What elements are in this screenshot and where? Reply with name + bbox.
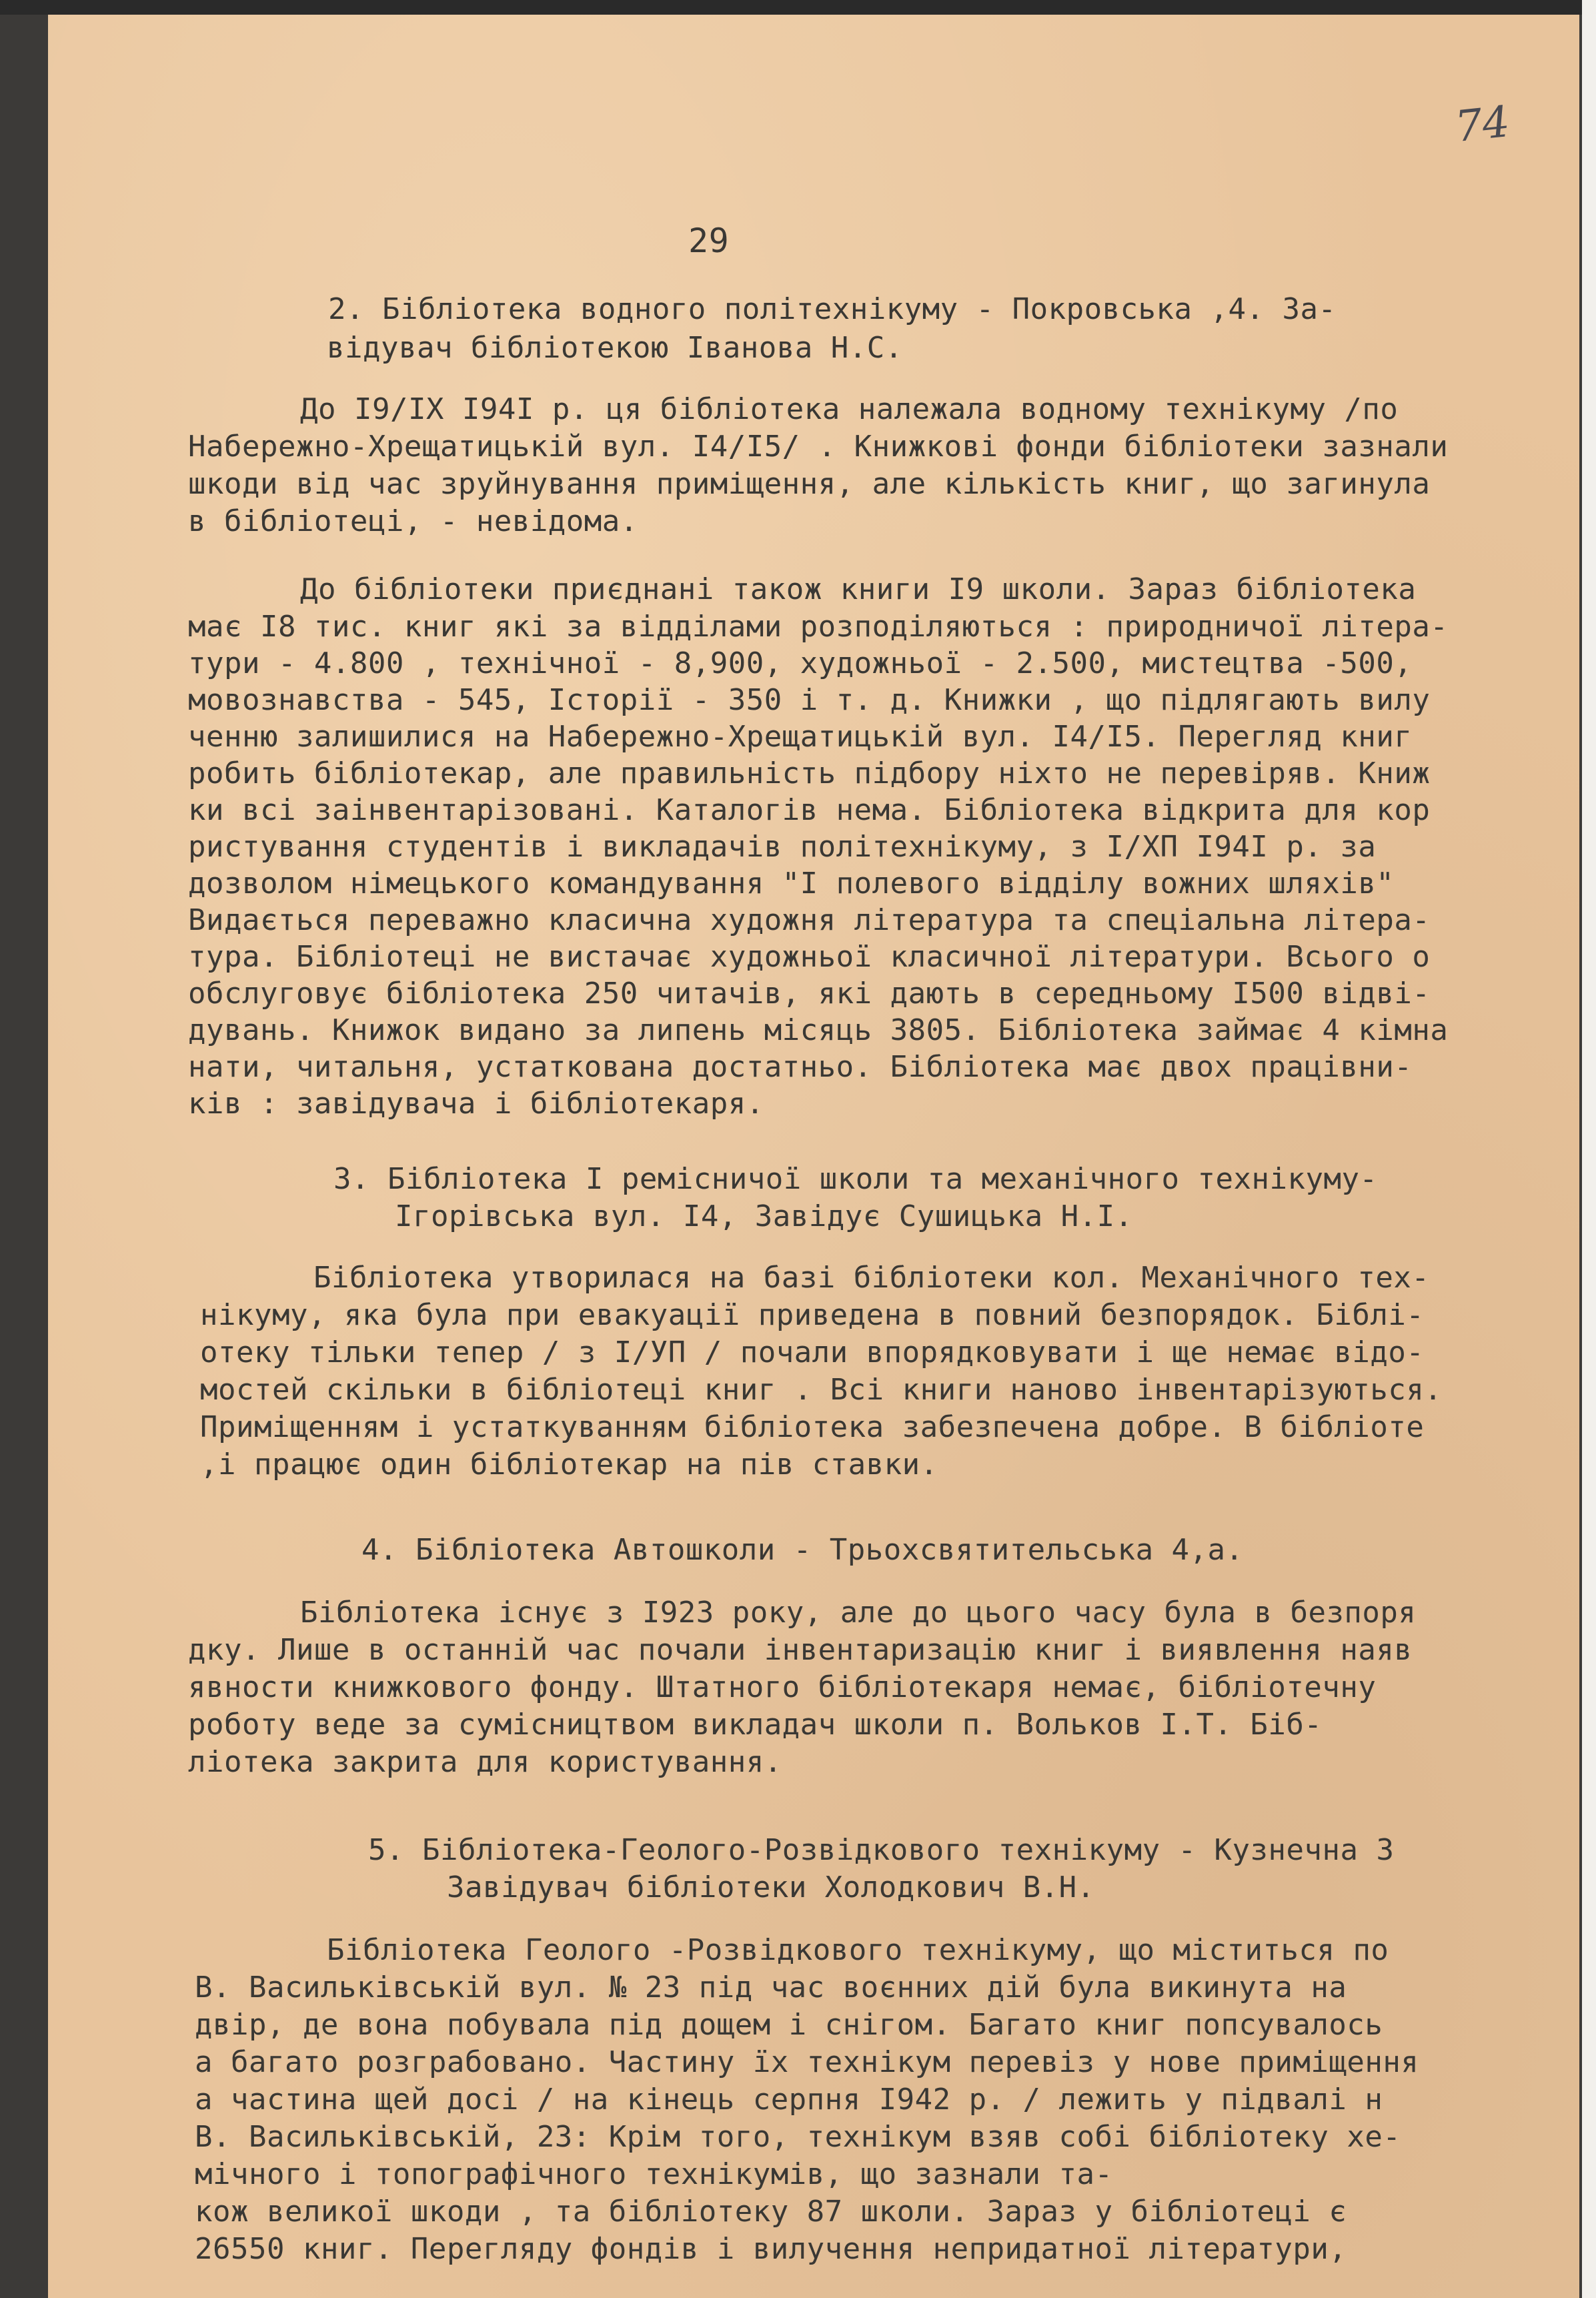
section-4-paragraph-line-4: роботу веде за сумісництвом викладач школи п. Вольков І.Т. Біб-	[188, 1708, 1323, 1742]
section-2-paragraph-2-line-9: дозволом німецького командування "І полевого відділу вожних шляхів"	[188, 867, 1395, 901]
section-2-paragraph-2-line-12: обслуговує бібліотека 250 читачів, які дають в середньому І500 відві-	[188, 977, 1431, 1011]
section-5-paragraph-line-2: В. Васильківській вул. № 23 під час воєнних дій була викинута на	[195, 1970, 1347, 2004]
section-2-paragraph-2-line-3: тури - 4.800 , технічної - 8,900, художньої - 2.500, мистецтва -500,	[188, 646, 1413, 680]
section-2-heading-line-2: відувач бібліотекою Іванова Н.С.	[327, 331, 903, 365]
section-2-paragraph-2-line-8: ристування студентів і викладачів політехнікуму, з І/ХП І94І р. за	[188, 830, 1377, 864]
section-5-paragraph-line-3: двір, де вона побувала під дощем і снігом. Багато книг попсувалось	[195, 2008, 1383, 2042]
section-5-heading-line-2: Завідувач бібліотеки Холодкович В.Н.	[447, 1870, 1095, 1904]
section-2-paragraph-2-line-1: До бібліотеки приєднані також книги І9 школи. Зараз бібліотека	[300, 572, 1417, 606]
section-3-paragraph-line-5: Приміщенням і устаткуванням бібліотека забезпечена добре. В бібліоте	[200, 1410, 1425, 1444]
section-4-paragraph-line-3: явности книжкового фонду. Штатного бібліотекаря немає, бібліотечну	[188, 1670, 1377, 1704]
section-2-paragraph-2-line-5: ченню залишилися на Набережно-Хрещатицькій вул. І4/І5. Перегляд книг	[188, 720, 1413, 754]
section-5-heading-line-1: 5. Бібліотека-Геолого-Розвідкового технікуму - Кузнечна 3	[368, 1833, 1395, 1867]
section-4-paragraph-line-2: дку. Лише в останній час почали інвентаризацію книг і виявлення наяв	[188, 1633, 1413, 1667]
section-4-paragraph-line-5: ліотека закрита для користування.	[188, 1745, 782, 1779]
section-2-paragraph-2-line-14: нати, читальня, устаткована достатньо. Бібліотека має двох працівни-	[188, 1050, 1413, 1084]
section-3-paragraph-line-6: ,і працює один бібліотекар на пів ставки.	[200, 1448, 938, 1482]
section-3-heading-line-2: Ігорівська вул. І4, Завідує Сушицька Н.І.	[395, 1199, 1133, 1233]
section-5-paragraph-line-5: а частина щей досі / на кінець серпня І942 р. / лежить у підвалі н	[195, 2083, 1383, 2117]
section-3-paragraph-line-4: мостей скільки в бібліотеці книг . Всі книги наново інвентарізуються.	[200, 1373, 1443, 1407]
section-2-paragraph-2-line-4: мовознавства - 545, Історії - 350 і т. д. Книжки , що підлягають вилу	[188, 683, 1431, 717]
section-4-paragraph-line-1: Бібліотека існує з І923 року, але до цього часу була в безпоря	[300, 1596, 1417, 1630]
page-number: 29	[688, 221, 730, 260]
section-2-paragraph-1-line-3: шкоди від час зруйнування приміщення, але кількість книг, що загинула	[188, 467, 1431, 501]
section-2-paragraph-2-line-15: ків : завідувача і бібліотекаря.	[188, 1087, 764, 1121]
section-2-paragraph-2-line-2: має І8 тис. книг які за відділами розподіляються : природничої літера-	[188, 610, 1449, 644]
section-3-paragraph-line-2: нікуму, яка була при евакуації приведена в повний безпорядок. Біблі-	[200, 1298, 1425, 1332]
section-3-paragraph-line-1: Бібліотека утворилася на базі бібліотеки кол. Механічного тех-	[313, 1261, 1430, 1295]
section-5-paragraph-line-6: В. Васильківській, 23: Крім того, технікум взяв собі бібліотеку хе-	[195, 2120, 1401, 2154]
section-2-heading-line-1: 2. Бібліотека водного політехнікуму - Покровська ,4. За-	[328, 292, 1337, 326]
section-2-paragraph-2-line-7: ки всі заінвентарізовані. Каталогів нема. Бібліотека відкрита для кор	[188, 793, 1431, 827]
section-5-paragraph-line-4: а багато розграбовано. Частину їх технікум перевіз у нове приміщення	[195, 2045, 1419, 2079]
right-scan-border	[1582, 0, 1596, 2298]
section-3-paragraph-line-3: отеку тільки тепер / з І/УП / почали впорядковувати і ще немає відо-	[200, 1335, 1425, 1369]
section-2-paragraph-2-line-6: робить бібліотекар, але правильність підбору ніхто не перевіряв. Книж	[188, 756, 1431, 790]
top-scan-border	[0, 0, 1596, 15]
section-2-paragraph-1-line-2: Набережно-Хрещатицькій вул. І4/І5/ . Книжкові фонди бібліотеки зазнали	[188, 430, 1449, 464]
section-2-paragraph-2-line-11: тура. Бібліотеці не вистачає художньої класичної літератури. Всього о	[188, 940, 1431, 974]
section-5-paragraph-line-9: 26550 книг. Перегляду фондів і вилучення непридатної літератури,	[195, 2232, 1347, 2266]
section-4-heading: 4. Бібліотека Автошколи - Трьохсвятительська 4,а.	[361, 1533, 1244, 1567]
section-2-paragraph-2-line-13: дувань. Книжок видано за липень місяць 3805. Бібліотека займає 4 кімна	[188, 1013, 1449, 1047]
section-3-heading-line-1: 3. Бібліотека І ремісничої школи та механічного технікуму-	[333, 1162, 1378, 1196]
section-2-paragraph-1-line-4: в бібліотеці, - невідома.	[188, 504, 638, 538]
section-5-paragraph-line-1: Бібліотека Геолого -Розвідкового технікуму, що міститься по	[327, 1933, 1389, 1967]
section-5-paragraph-line-8: кож великої шкоди , та бібліотеку 87 школи. Зараз у бібліотеці є	[195, 2195, 1347, 2229]
document-page	[48, 15, 1579, 2298]
section-2-paragraph-2-line-10: Видається переважно класична художня література та спеціальна літера-	[188, 903, 1431, 937]
folio-number: 74	[1453, 97, 1513, 153]
section-5-paragraph-line-7: мічного і топографічного технікумів, що зазнали та-	[195, 2157, 1113, 2191]
section-2-paragraph-1-line-1: До І9/ІХ І94І р. ця бібліотека належала водному технікуму /по	[300, 392, 1399, 426]
